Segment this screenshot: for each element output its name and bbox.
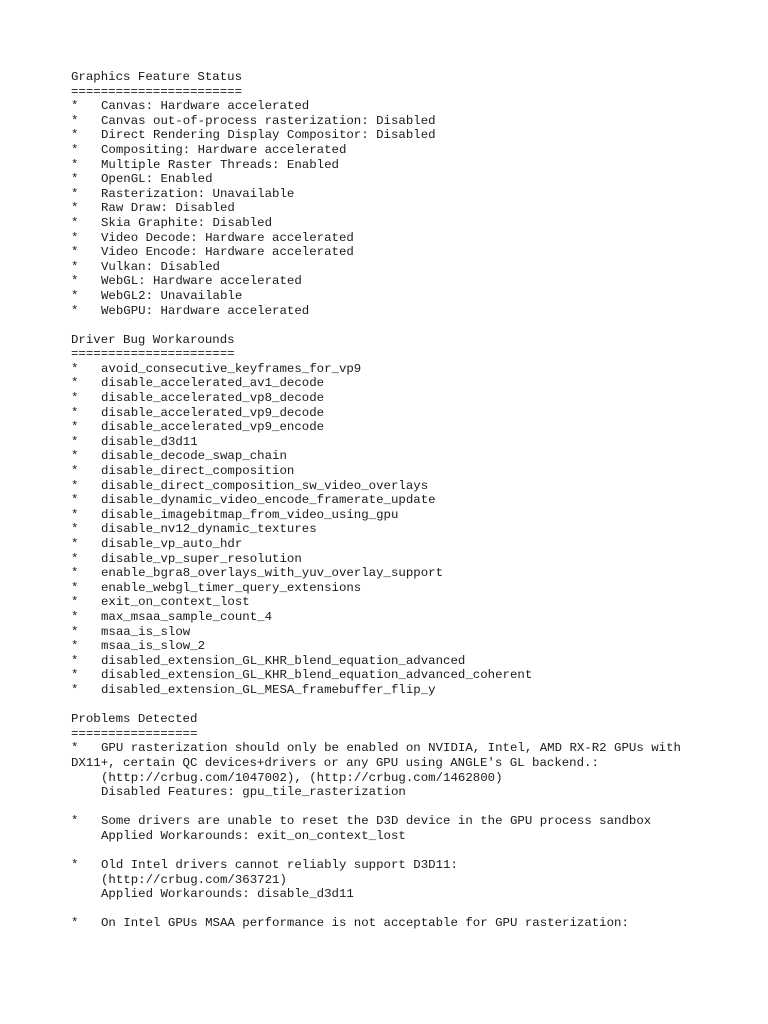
workaround-text: enable_webgl_timer_query_extensions [101, 580, 362, 595]
list-item [71, 464, 761, 479]
list-item [71, 668, 761, 683]
list-item [71, 201, 761, 216]
entry-spacer [71, 902, 761, 917]
section-spacer [71, 698, 761, 713]
bullet-marker: * [71, 566, 79, 581]
feature-status-text: Video Encode: Hardware accelerated [101, 245, 354, 260]
entry-spacer [71, 843, 761, 858]
section-spacer [71, 318, 761, 333]
bullet-marker: * [71, 113, 79, 128]
workaround-text: disable_nv12_dynamic_textures [101, 522, 317, 537]
feature-status-text: WebGPU: Hardware accelerated [101, 303, 310, 318]
list-item [71, 566, 761, 581]
feature-status-text: Raw Draw: Disabled [101, 201, 235, 216]
problem-description [71, 741, 761, 756]
feature-status-text: Multiple Raster Threads: Enabled [101, 157, 339, 172]
list-item [71, 187, 761, 202]
list-item [71, 625, 761, 640]
feature-status-text: Rasterization: Unavailable [101, 186, 295, 201]
list-item [71, 245, 761, 260]
bullet-marker: * [71, 201, 79, 216]
workaround-text: disable_imagebitmap_from_video_using_gpu [101, 507, 399, 522]
problem-description [71, 814, 761, 829]
workaround-text: disable_accelerated_vp8_decode [101, 391, 325, 406]
workaround-text: disable_d3d11 [101, 434, 198, 449]
bullet-marker: * [71, 522, 79, 537]
list-item [71, 99, 761, 114]
bullet-marker: * [71, 142, 79, 157]
workaround-text: disable_direct_composition_sw_video_overlays [101, 478, 429, 493]
entry-spacer [71, 800, 761, 815]
workaround-text: enable_bgra8_overlays_with_yuv_overlay_support [101, 566, 444, 581]
problem-entry [71, 741, 761, 799]
list-item [71, 172, 761, 187]
bullet-marker: * [71, 186, 79, 201]
workaround-text: disabled_extension_GL_KHR_blend_equation_advanced_coherent [101, 668, 533, 683]
list-item [71, 260, 761, 275]
bullet-marker: * [71, 478, 79, 493]
bullet-marker: * [71, 172, 79, 187]
list-item [71, 537, 761, 552]
problem-entry [71, 916, 761, 931]
problem-entry [71, 858, 761, 902]
list-item [71, 391, 761, 406]
feature-status-text: Canvas: Hardware accelerated [101, 99, 310, 114]
workaround-text: disable_accelerated_vp9_encode [101, 420, 325, 435]
bullet-marker: * [71, 157, 79, 172]
list-item [71, 362, 761, 377]
list-item [71, 610, 761, 625]
feature-status-underline: ======================= [71, 84, 243, 99]
workaround-text: exit_on_context_lost [101, 595, 250, 610]
list-item [71, 143, 761, 158]
bullet-marker: * [71, 230, 79, 245]
problem-description [71, 916, 761, 931]
problem-text: On Intel GPUs MSAA performance is not acceptable for GPU rasterization: [101, 916, 629, 931]
bullet-marker: * [71, 405, 79, 420]
workarounds-list [71, 362, 761, 698]
list-item [71, 420, 761, 435]
list-item [71, 639, 761, 654]
bullet-marker: * [71, 537, 79, 551]
list-item [71, 158, 761, 173]
feature-status-text: Video Decode: Hardware accelerated [101, 230, 354, 245]
problem-bug-links: (http://crbug.com/1047002), (http://crbug.com/1462800) [101, 770, 503, 785]
workaround-text: msaa_is_slow [101, 624, 191, 639]
workaround-text: disabled_extension_GL_KHR_blend_equation_advanced [101, 653, 466, 668]
feature-status-text: Vulkan: Disabled [101, 259, 220, 274]
problem-text: Old Intel drivers cannot reliably support D3D11: [101, 858, 458, 873]
bullet-marker: * [71, 288, 79, 303]
problem-applied-workarounds: Applied Workarounds: exit_on_context_lost [101, 828, 406, 843]
workaround-text: disabled_extension_GL_MESA_framebuffer_flip_y [101, 682, 436, 697]
workaround-text: disable_decode_swap_chain [101, 449, 287, 464]
bullet-marker: * [71, 391, 79, 406]
list-item [71, 522, 761, 537]
bullet-marker: * [71, 624, 79, 639]
feature-status-heading: Graphics Feature Status [71, 70, 243, 84]
workaround-text: disable_vp_auto_hdr [101, 537, 243, 551]
bullet-marker: * [71, 682, 79, 697]
list-item [71, 128, 761, 143]
feature-status-text: OpenGL: Enabled [101, 172, 213, 187]
list-item [71, 508, 761, 523]
workarounds-underline: ====================== [71, 347, 235, 362]
problems-underline: ================= [71, 726, 198, 741]
feature-status-list [71, 99, 761, 318]
bullet-marker: * [71, 259, 79, 274]
list-item [71, 581, 761, 596]
feature-status-text: Skia Graphite: Disabled [101, 215, 273, 230]
bullet-marker: * [71, 507, 79, 522]
gpu-report-document [71, 70, 761, 931]
bullet-marker: * [71, 449, 79, 464]
list-item [71, 231, 761, 246]
bullet-marker: * [71, 814, 79, 829]
bullet-marker: * [71, 493, 79, 508]
list-item [71, 376, 761, 391]
list-item [71, 289, 761, 304]
problem-entry [71, 814, 761, 843]
workaround-text: disable_dynamic_video_encode_framerate_update [101, 493, 436, 508]
bullet-marker: * [71, 858, 79, 873]
workaround-text: avoid_consecutive_keyframes_for_vp9 [101, 361, 362, 376]
feature-status-text: WebGL: Hardware accelerated [101, 274, 302, 289]
bullet-marker: * [71, 99, 79, 114]
bullet-marker: * [71, 434, 79, 449]
workaround-text: msaa_is_slow_2 [101, 639, 206, 654]
problem-description [71, 858, 761, 873]
list-item [71, 435, 761, 450]
feature-status-text: Direct Rendering Display Compositor: Disabled [101, 128, 436, 143]
workaround-text: max_msaa_sample_count_4 [101, 609, 273, 624]
bullet-marker: * [71, 215, 79, 230]
bullet-marker: * [71, 274, 79, 289]
feature-status-text: Compositing: Hardware accelerated [101, 142, 347, 157]
feature-status-text: Canvas out-of-process rasterization: Disabled [101, 113, 436, 128]
bullet-marker: * [71, 376, 79, 391]
bullet-marker: * [71, 128, 79, 143]
bullet-marker: * [71, 639, 79, 654]
list-item [71, 406, 761, 421]
bullet-marker: * [71, 464, 79, 479]
bullet-marker: * [71, 741, 79, 756]
feature-status-text: WebGL2: Unavailable [101, 288, 243, 303]
list-item [71, 493, 761, 508]
list-item [71, 216, 761, 231]
workaround-text: disable_accelerated_av1_decode [101, 376, 325, 391]
workaround-text: disable_accelerated_vp9_decode [101, 405, 325, 420]
problem-applied-workarounds: Applied Workarounds: disable_d3d11 [101, 887, 354, 902]
list-item [71, 114, 761, 129]
problems-heading: Problems Detected [71, 712, 198, 727]
list-item [71, 683, 761, 698]
bullet-marker: * [71, 420, 79, 435]
problem-text-continued: DX11+, certain QC devices+drivers or any GPU using ANGLE's GL backend.: [71, 755, 599, 770]
list-item [71, 552, 761, 567]
bullet-marker: * [71, 551, 79, 566]
bullet-marker: * [71, 668, 79, 683]
workaround-text: disable_direct_composition [101, 464, 295, 479]
workarounds-heading: Driver Bug Workarounds [71, 332, 235, 347]
bullet-marker: * [71, 916, 79, 931]
list-item [71, 304, 761, 319]
list-item [71, 274, 761, 289]
bullet-marker: * [71, 609, 79, 624]
bullet-marker: * [71, 595, 79, 610]
list-item [71, 654, 761, 669]
list-item [71, 595, 761, 610]
list-item [71, 449, 761, 464]
bullet-marker: * [71, 653, 79, 668]
bullet-marker: * [71, 245, 79, 260]
workaround-text: disable_vp_super_resolution [101, 551, 302, 566]
list-item [71, 479, 761, 494]
problem-text: Some drivers are unable to reset the D3D device in the GPU process sandbox [101, 814, 652, 829]
problem-disabled-features: Disabled Features: gpu_tile_rasterization [101, 785, 406, 800]
bullet-marker: * [71, 303, 79, 318]
problem-bug-links: (http://crbug.com/363721) [101, 872, 287, 887]
bullet-marker: * [71, 361, 79, 376]
bullet-marker: * [71, 580, 79, 595]
problem-text: GPU rasterization should only be enabled on NVIDIA, Intel, AMD RX-R2 GPUs with [101, 741, 681, 756]
